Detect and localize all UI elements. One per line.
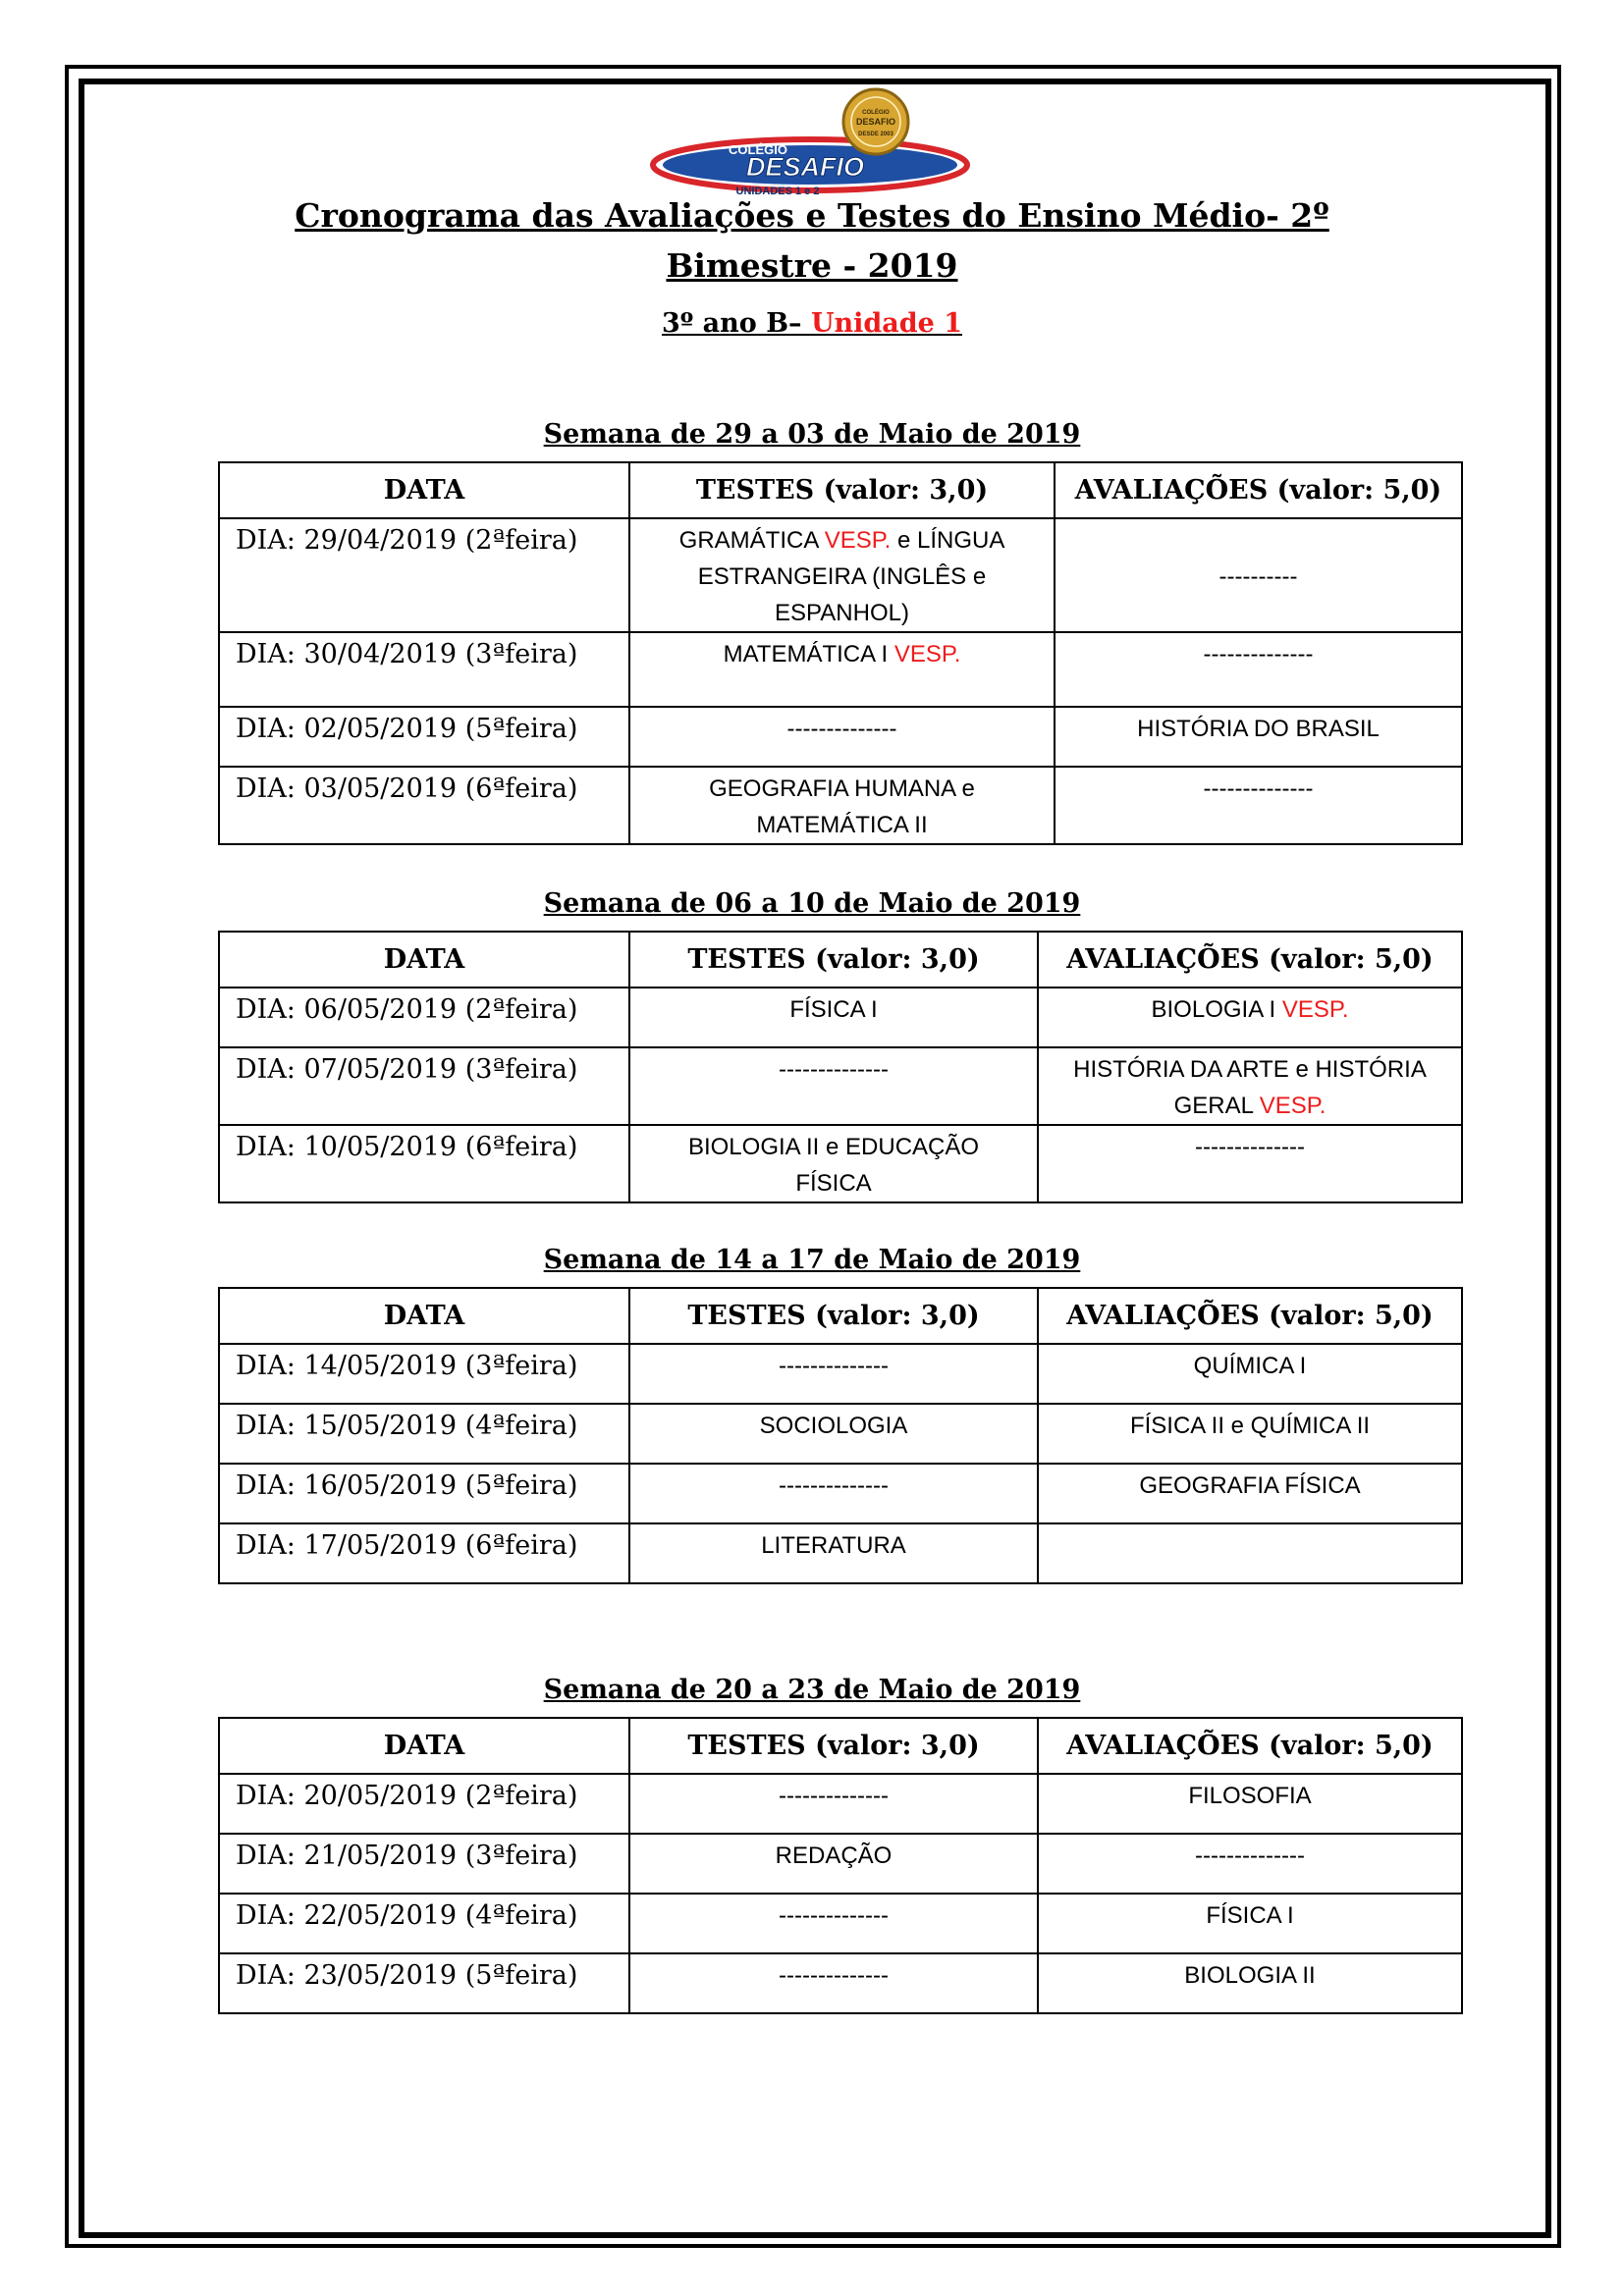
logo-badge-line1: COLÉGIO	[862, 110, 890, 116]
logo-school-name: DESAFIO	[745, 152, 865, 182]
date-cell: DIA: 02/05/2019 (5ªfeira)	[219, 707, 629, 767]
tests-cell: REDAÇÃO	[629, 1834, 1038, 1894]
tests-cell: --------------	[629, 1464, 1038, 1523]
week-title: Semana de 20 a 23 de Maio de 2019	[543, 1675, 1081, 1705]
date-cell: DIA: 20/05/2019 (2ªfeira)	[219, 1774, 629, 1834]
document-title-line1: Cronograma das Avaliações e Testes do Ensino Médio- 2º	[295, 196, 1329, 235]
table-row	[219, 707, 1462, 767]
logo-school-small: COLÉGIO	[729, 142, 787, 157]
week-title: Semana de 06 a 10 de Maio de 2019	[543, 888, 1081, 919]
date-cell: DIA: 22/05/2019 (4ªfeira)	[219, 1894, 629, 1953]
tests-cell: SOCIOLOGIA	[629, 1404, 1038, 1464]
evaluations-cell: --------------	[1055, 632, 1462, 707]
tests-cell: --------------	[629, 707, 1055, 767]
table-row	[219, 1404, 1462, 1464]
table-row	[219, 632, 1462, 707]
column-header-evaluations: AVALIAÇÕES (valor: 5,0)	[1055, 462, 1462, 518]
table-row	[219, 767, 1462, 844]
tests-cell: --------------	[629, 1774, 1038, 1834]
date-cell: DIA: 30/04/2019 (3ªfeira)	[219, 632, 629, 707]
tests-cell: GRAMÁTICA VESP. e LÍNGUA ESTRANGEIRA (INGLÊS e ESPANHOL)	[629, 518, 1055, 632]
column-header-tests: TESTES (valor: 3,0)	[629, 932, 1038, 988]
table-row	[219, 1894, 1462, 1953]
table-row	[219, 1953, 1462, 2013]
table-header-row	[219, 932, 1462, 988]
logo-badge-line2: DESAFIO	[855, 117, 896, 127]
week-title: Semana de 14 a 17 de Maio de 2019	[543, 1245, 1081, 1275]
evaluations-cell: GEOGRAFIA FÍSICA	[1038, 1464, 1462, 1523]
tests-cell: --------------	[629, 1047, 1038, 1125]
table-row	[219, 1047, 1462, 1125]
evaluations-cell: --------------	[1038, 1834, 1462, 1894]
date-cell: DIA: 15/05/2019 (4ªfeira)	[219, 1404, 629, 1464]
tests-cell: FÍSICA I	[629, 988, 1038, 1047]
evaluations-cell: FILOSOFIA	[1038, 1774, 1462, 1834]
date-cell: DIA: 17/05/2019 (6ªfeira)	[219, 1523, 629, 1583]
school-logo	[648, 86, 972, 206]
column-header-evaluations: AVALIAÇÕES (valor: 5,0)	[1038, 932, 1462, 988]
column-header-date: DATA	[219, 462, 629, 518]
date-cell: DIA: 03/05/2019 (6ªfeira)	[219, 767, 629, 844]
date-cell: DIA: 14/05/2019 (3ªfeira)	[219, 1344, 629, 1404]
unit-label: Unidade 1	[810, 308, 962, 339]
schedule-table	[218, 461, 1463, 845]
column-header-date: DATA	[219, 932, 629, 988]
date-cell: DIA: 29/04/2019 (2ªfeira)	[219, 518, 629, 632]
evaluations-cell: ----------	[1055, 518, 1462, 632]
column-header-evaluations: AVALIAÇÕES (valor: 5,0)	[1038, 1288, 1462, 1344]
tests-cell: BIOLOGIA II e EDUCAÇÃO FÍSICA	[629, 1125, 1038, 1202]
evaluations-cell: --------------	[1038, 1125, 1462, 1202]
tests-cell: --------------	[629, 1344, 1038, 1404]
evaluations-cell: BIOLOGIA I VESP.	[1038, 988, 1462, 1047]
tests-cell: GEOGRAFIA HUMANA e MATEMÁTICA II	[629, 767, 1055, 844]
evaluations-cell: HISTÓRIA DO BRASIL	[1055, 707, 1462, 767]
schedule-table	[218, 1287, 1463, 1584]
tests-cell: --------------	[629, 1953, 1038, 2013]
table-header-row	[219, 1718, 1462, 1774]
column-header-date: DATA	[219, 1718, 629, 1774]
evaluations-cell: QUÍMICA I	[1038, 1344, 1462, 1404]
logo-badge-line3: DESDE 2003	[858, 132, 893, 137]
schedule-table	[218, 931, 1463, 1203]
table-header-row	[219, 1288, 1462, 1344]
table-row	[219, 1464, 1462, 1523]
table-row	[219, 1344, 1462, 1404]
table-header-row	[219, 462, 1462, 518]
evaluations-cell: FÍSICA I	[1038, 1894, 1462, 1953]
table-row	[219, 1125, 1462, 1202]
table-row	[219, 1774, 1462, 1834]
tests-cell: LITERATURA	[629, 1523, 1038, 1583]
evaluations-cell: --------------	[1055, 767, 1462, 844]
date-cell: DIA: 23/05/2019 (5ªfeira)	[219, 1953, 629, 2013]
date-cell: DIA: 06/05/2019 (2ªfeira)	[219, 988, 629, 1047]
column-header-tests: TESTES (valor: 3,0)	[629, 1718, 1038, 1774]
week-title: Semana de 29 a 03 de Maio de 2019	[543, 419, 1081, 450]
column-header-tests: TESTES (valor: 3,0)	[629, 462, 1055, 518]
table-row	[219, 518, 1462, 632]
column-header-evaluations: AVALIAÇÕES (valor: 5,0)	[1038, 1718, 1462, 1774]
column-header-tests: TESTES (valor: 3,0)	[629, 1288, 1038, 1344]
date-cell: DIA: 10/05/2019 (6ªfeira)	[219, 1125, 629, 1202]
table-row	[219, 1523, 1462, 1583]
document-title-line2: Bimestre - 2019	[666, 246, 958, 285]
evaluations-cell: BIOLOGIA II	[1038, 1953, 1462, 2013]
schedule-table	[218, 1717, 1463, 2014]
date-cell: DIA: 16/05/2019 (5ªfeira)	[219, 1464, 629, 1523]
table-row	[219, 988, 1462, 1047]
class-subtitle	[196, 308, 1428, 339]
evaluations-cell: FÍSICA II e QUÍMICA II	[1038, 1404, 1462, 1464]
tests-cell: MATEMÁTICA I VESP.	[629, 632, 1055, 707]
evaluations-cell	[1038, 1523, 1462, 1583]
class-label: 3º ano B–	[661, 308, 802, 339]
tests-cell: --------------	[629, 1894, 1038, 1953]
date-cell: DIA: 07/05/2019 (3ªfeira)	[219, 1047, 629, 1125]
table-row	[219, 1834, 1462, 1894]
evaluations-cell: HISTÓRIA DA ARTE e HISTÓRIA GERAL VESP.	[1038, 1047, 1462, 1125]
logo-units: UNIDADES 1 e 2	[735, 186, 820, 197]
column-header-date: DATA	[219, 1288, 629, 1344]
date-cell: DIA: 21/05/2019 (3ªfeira)	[219, 1834, 629, 1894]
